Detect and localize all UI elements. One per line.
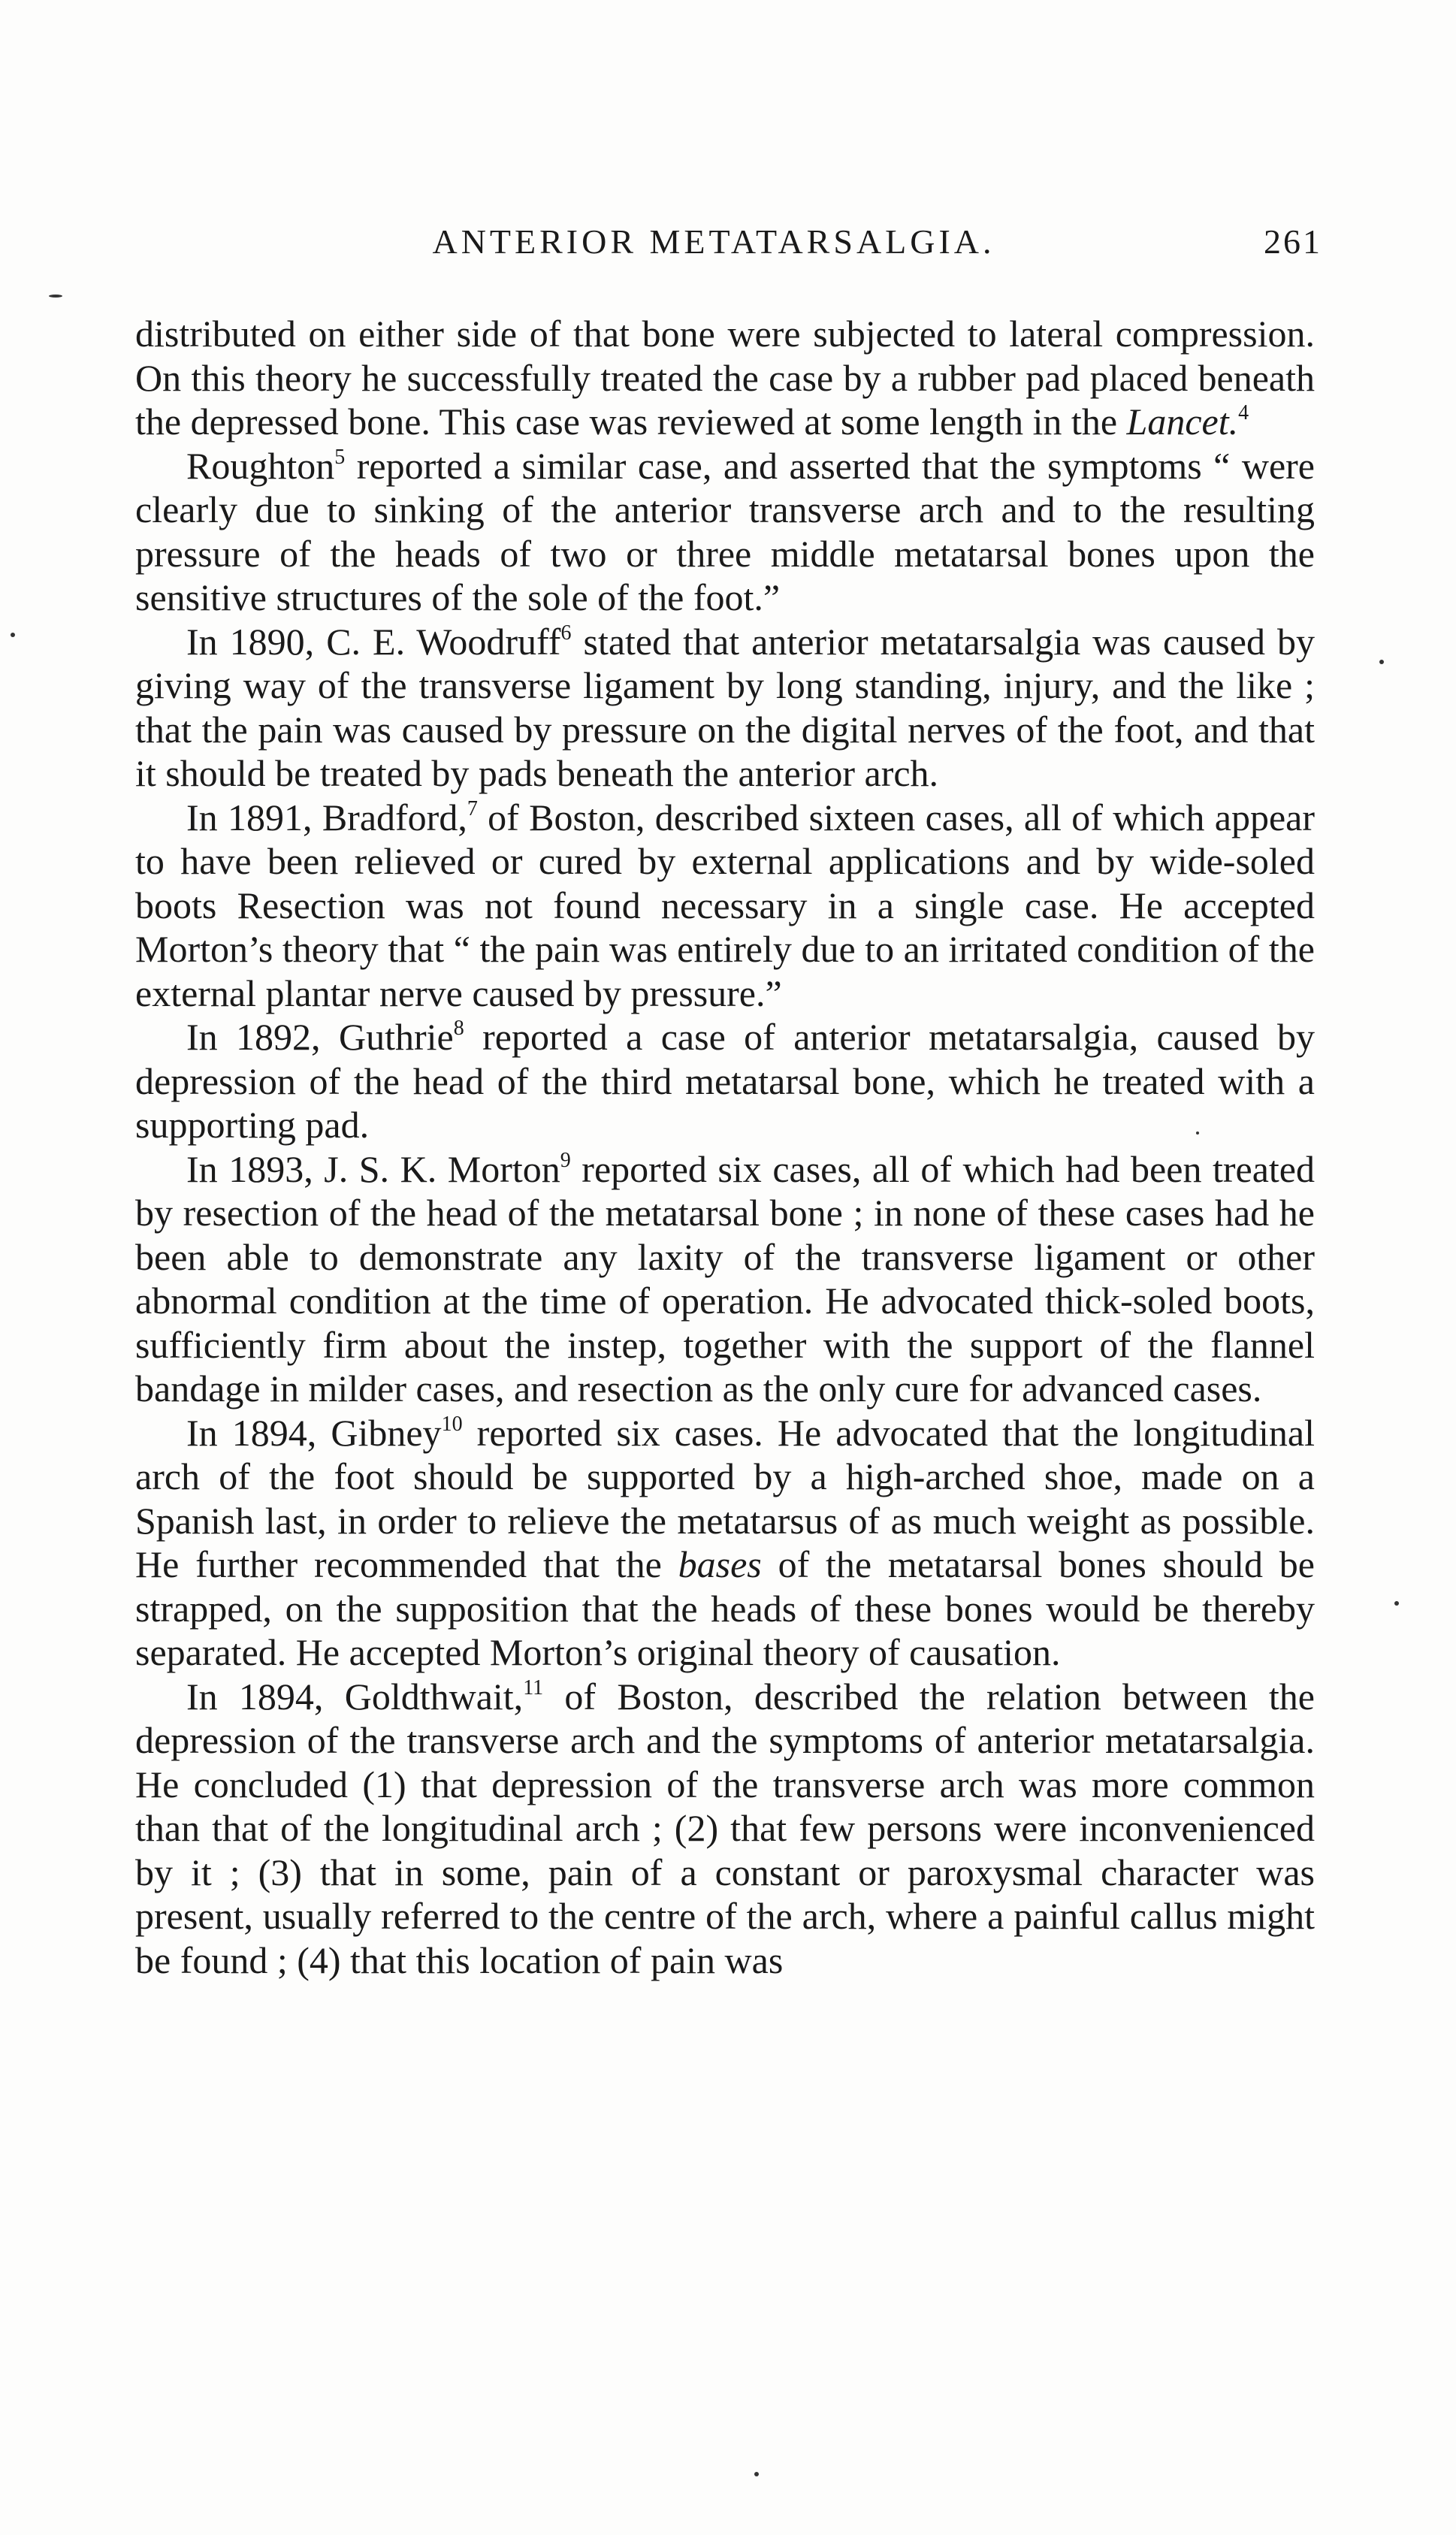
footnote-reference: 10 — [441, 1412, 463, 1436]
footnote-reference: 8 — [453, 1017, 464, 1040]
paragraph-text: reported a similar case, and asserted that the symptoms “ were clearly due to sinking of the anterior transverse arch and to the resulting pressure of the heads of two or three middle metatarsal bones upon the sensitive structures of the sole of the foot.” — [135, 444, 1315, 618]
paragraph-text: In 1892, Guthrie — [186, 1016, 454, 1058]
body-text — [135, 312, 1315, 1982]
paragraph-text: Roughton — [186, 444, 335, 487]
italic-text: Lancet. — [1126, 400, 1239, 443]
paragraph — [135, 444, 1315, 620]
scan-speck — [1394, 1601, 1399, 1606]
scan-speck — [1379, 660, 1384, 664]
paragraph-text: of Boston, described the relation between the depression of the transverse arch and the symptoms of anterior metatarsalgia. He concluded (1) that depression of the transverse arch was more common than that of the longitudinal arch ; (2) that few persons were inconvenienced by it ; (3) that in some, pain of a constant or paroxysmal character was present, usually referred to the centre of the arch, where a painful callus might be found ; (4) that this location of pain was — [135, 1675, 1315, 1981]
paragraph — [135, 1675, 1315, 1983]
paragraph-text: In 1891, Bradford, — [186, 796, 467, 838]
paragraph-text: reported a case of anterior metatarsalgia, caused by depression of the head of the third metatarsal bone, which he treated with a supporting pad. — [135, 1016, 1315, 1146]
paragraph-text: stated that anterior metatarsalgia was caused by giving way of the transverse ligament by long standing, injury, and the like ; that the pain was caused by pressure on the digital nerves of the foot, and that it should be treated by pads beneath the anterior arch. — [135, 620, 1316, 794]
paragraph — [135, 312, 1315, 444]
paragraph — [135, 796, 1315, 1016]
paragraph-text: In 1894, Gibney — [186, 1411, 442, 1454]
footnote-reference: 9 — [560, 1148, 571, 1172]
running-head — [105, 219, 1322, 264]
paragraph — [135, 1411, 1315, 1675]
scan-speck — [1196, 1132, 1199, 1135]
scan-speck — [754, 2472, 759, 2476]
paragraph-text: distributed on either side of that bone were subjected to lateral compression. On this theory he successfully treated the case by a rubber pad placed beneath the depressed bone. This case was reviewed at some length in the — [135, 313, 1315, 443]
paragraph-text: reported six cases, all of which had been treated by resection of the head of the metatarsal bone ; in none of these cases had he been able to demonstrate any laxity of the transverse ligament or other abnormal condition at the time of operation. He advocated thick-soled boots, sufficiently firm about the instep, together with the support of the flannel bandage in milder cases, and resection as the only cure for advanced cases. — [135, 1147, 1316, 1410]
paragraph-text: of the metatarsal bones should be strapped, on the supposition that the heads of these bones would be thereby separated. He accepted Morton’s original theory of causation. — [135, 1543, 1315, 1673]
paragraph — [135, 620, 1315, 796]
paragraph — [135, 1147, 1315, 1411]
italic-text: bases — [678, 1543, 762, 1585]
footnote-reference: 6 — [560, 621, 572, 645]
paragraph-text: of Boston, described sixteen cases, all of which appear to have been relieved or cured by external applications and by wide-soled boots Resection was not found necessary in a single case. He accepted Morton’s theory that “ the pain was entirely due to an irritated condition of the external plantar nerve caused by pressure.” — [135, 796, 1315, 1014]
page-number: 261 — [1264, 222, 1322, 261]
paragraph-text: reported six cases. He advocated that the longitudinal arch of the foot should be supported by a high-arched shoe, made on a Spanish last, in order to relieve the metatarsus of as much weight as possible. He further recommended that the — [135, 1411, 1316, 1585]
paragraph-text: In 1890, C. E. Woodruff — [186, 620, 561, 663]
scan-speck — [11, 633, 15, 637]
footnote-reference: 11 — [523, 1675, 544, 1700]
running-title: ANTERIOR METATARSALGIA. — [432, 222, 995, 261]
footnote-reference: 5 — [334, 445, 346, 469]
scan-speck — [49, 295, 62, 298]
footnote-reference: 4 — [1238, 401, 1249, 425]
footnote-reference: 7 — [467, 796, 478, 820]
paragraph-text: In 1894, Goldthwait, — [186, 1675, 524, 1718]
paragraph-text: In 1893, J. S. K. Morton — [186, 1147, 560, 1190]
paragraph — [135, 1015, 1315, 1147]
